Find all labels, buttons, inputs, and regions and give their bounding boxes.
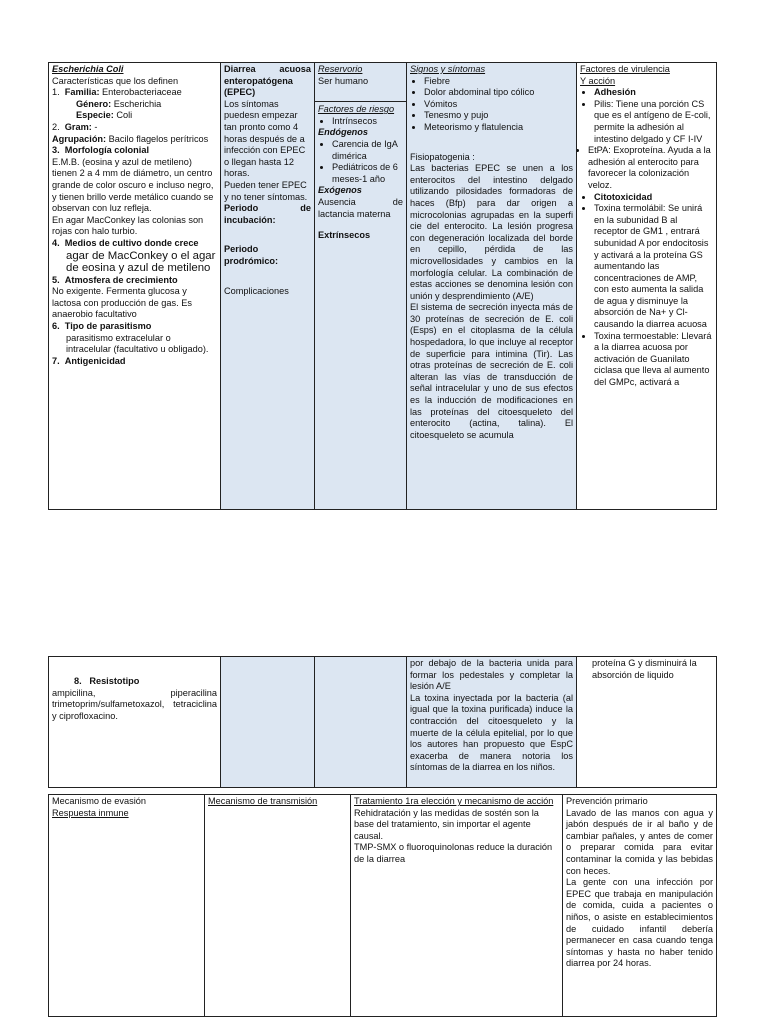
- atmosfera-text: No exigente. Fermenta glucosa y lactosa con producción de gas. Es anaerobio facultativo: [52, 286, 192, 320]
- etiology-table: [48, 62, 717, 510]
- extrinsic-label: Extrínsecos: [318, 230, 371, 241]
- immune-response-label: Respuesta inmune: [52, 807, 129, 818]
- sign-item: • Vómitos: [424, 99, 573, 111]
- genero-label: Género:: [76, 98, 112, 109]
- treatment-table: [48, 794, 717, 1017]
- virulence-continued: proteína G y disminuirá la absorción de liquido: [592, 658, 697, 680]
- virulence-cont-cell: [577, 657, 717, 788]
- adhesion-item: • EtPA: Exoproteína. Ayuda a la adhesión al enterocito para favorecer la colonización veloz.: [588, 145, 713, 191]
- disease-cell: [221, 63, 315, 510]
- disease-title: Diarrea acuosa enteropatógena (EPEC): [224, 64, 311, 98]
- risk-factors-label: Factores de riesgo: [318, 104, 395, 115]
- prodromal-label: Periodo prodrómico:: [224, 244, 279, 266]
- genero-value: Escherichia: [111, 98, 162, 109]
- antigenicidad-heading: 7. Antigenicidad: [52, 355, 126, 366]
- pathophysiology-p1: Las bacterias EPEC se unen a los enterocitos del intestino delgado utilizando pilosidades formadoras de haces (Bfp) para dar origen a microcolonias agrupadas en la superfi cie del enterocito. La lesión progresa con degeneración localizada del borde en cepillo, pérdida de las microvellosidades y cambios en la morfología celular. La combinación de estas acciones se denomina lesión con unión y desprendimiento (A/E): [410, 163, 573, 301]
- treatment-p2: TMP-SMX o fluoroquinolonas reduce la duración de la diarrea: [354, 842, 553, 864]
- especie-line: [52, 110, 217, 122]
- complications-label: Complicaciones: [224, 285, 289, 296]
- transmission-cell: [205, 795, 351, 1017]
- parasitismo-label: Tipo de parasitismo: [64, 321, 152, 332]
- resistotype-label: Resistotipo: [89, 676, 140, 686]
- sign-item: • Dolor abdominal tipo cólico: [424, 87, 573, 99]
- sign-item: • Meteorismo y flatulencia: [424, 122, 573, 134]
- treatment-label: Tratamiento 1ra elección y mecanismo de acción: [354, 796, 554, 806]
- medios-label: Medios de cultivo donde crece: [64, 237, 199, 248]
- morfologia-text: E.M.B. (eosina y azul de metileno) tienen 2 a 4 mm de diámetro, un centro grande de color oscuro e incluso negro, y tienen brillo verde metálico cuando se observan con luz refleja.: [52, 156, 214, 214]
- evasion-cell: [49, 795, 205, 1017]
- virulence-title: Factores de virulencia: [580, 64, 670, 74]
- atmosfera-label: Atmosfera de crecimiento: [64, 274, 178, 285]
- sign-item: • Tenesmo y pujo: [424, 110, 573, 122]
- atmosfera-heading: 5. Atmosfera de crecimiento: [52, 274, 178, 285]
- adhesion-heading: • Adhesión: [594, 87, 713, 99]
- prevention-p1: Lavado de las manos con agua y jabón después de ir al baño y de cambiar pañales, y antes de comer o preparar comida para evitar contaminar la comida y las bebidas con heces.: [566, 807, 713, 876]
- endogenous-label: Endógenos: [318, 127, 369, 138]
- parasitismo-text: parasitismo extracelular o intracelular (facultativo u obligado).: [66, 332, 209, 355]
- medios-heading: 4. Medios de cultivo donde crece: [52, 237, 199, 248]
- treatment-cell: [351, 795, 563, 1017]
- medios-text: agar de MacConkey o el agar de eosina y azul de metileno: [66, 249, 216, 275]
- gram-line: 2. Gram: -: [52, 121, 98, 132]
- endogenous-item: • Carencia de IgA dimérica: [332, 139, 403, 162]
- prevention-label: Prevención primario: [566, 796, 648, 806]
- pathophysiology-cont-cell: [407, 657, 577, 788]
- morfologia-heading: 3. Morfología colonial: [52, 145, 149, 156]
- reservoir-divider: [315, 101, 406, 102]
- empty-reservoir-cell: [315, 657, 407, 788]
- reservoir-cell: [315, 63, 407, 510]
- pathophysiology-p2: El sistema de secreción inyecta más de 30 proteínas de secreción de E. coli (Esps) en el citoplasma de la célula hospedadora, lo que incluye al receptor de superficie para intimina (Tir). Las otras proteínas de secreción de E. coli alteran las vías de transducción de señal intracelular y uno de sus efectos es la inducción de modificaciones en las proteínas del citoesqueleto del enterocito (actina, talina). El citoesqueleto se acumula: [410, 302, 573, 440]
- resistotype-cell: [49, 657, 221, 788]
- adhesion-item: • Pilis: Tiene una porción CS que es el antígeno de E-coli, permite la adhesión al intestino delgado y CF I-IV: [594, 99, 713, 145]
- pathophysiology-continued: por debajo de la bacteria unida para formar los pedestales y completar la lesión A/E: [410, 658, 573, 692]
- treatment-p1: Rehidratación y las medidas de sostén son la base del tratamiento, sin importar el agente causal.: [354, 807, 539, 841]
- sign-item: • Fiebre: [424, 76, 573, 88]
- asymptomatic-text: Pueden tener EPEC y no tener síntomas.: [224, 179, 308, 202]
- gram-value: -: [91, 121, 98, 132]
- agrupacion-line: [52, 134, 217, 146]
- antigenicidad-label: Antigenicidad: [64, 355, 126, 366]
- gram-label: Gram:: [64, 121, 92, 132]
- reservoir-value: Ser humano: [318, 75, 369, 86]
- morfologia-label: Morfología colonial: [64, 145, 149, 156]
- resistotype-text: ampicilina, piperacilina trimetoprim/sulfametoxazol, tetraciclina y ciprofloxacino.: [52, 687, 217, 721]
- signs-label: Signos y síntomas: [410, 64, 486, 74]
- especie-label: Especie:: [76, 110, 114, 121]
- evasion-label: Mecanismo de evasión: [52, 796, 146, 806]
- characteristics-intro: Características que los definen: [52, 75, 179, 86]
- cytotoxicity-heading: • Citotoxicidad: [594, 192, 713, 204]
- genero-line: [52, 99, 217, 111]
- incubation-label: Periodo de incubación:: [224, 203, 311, 225]
- exogenous-label: Exógenos: [318, 185, 362, 196]
- cytotoxicity-item: • Toxina termolábil: Se unirá en la subunidad B al receptor de GM1 , entrará subunidad A por endocitosis y activará a la proteína GS aumentando las concentraciones de AMP, con esto aumenta la salida de agua y disminuye la absorción de Na+ y Cl- causando la diarrea acuosa: [594, 203, 713, 331]
- continuation-table: [48, 656, 717, 788]
- bacteria-characteristics-cell: [49, 63, 221, 510]
- agrupacion-value: Bacilo flagelos perítricos: [106, 133, 209, 144]
- prevention-p2: La gente con una infección por EPEC que trabaja en manipulación de comida, cuida a pacientes o niños, o asiste en establecimientos de cuidado infantil debería permanecer en casa cuando tenga síntomas y hasta no haber tenido diarrea por 24 horas.: [566, 877, 713, 969]
- cytotoxicity-item: • Toxina termoestable: Llevará a la diarrea acuosa por activación de Guanilato ciclasa que lleva al aumento del GMPc, activará a: [594, 331, 713, 389]
- familia-line: 1. Familia: Enterobacteriaceae: [52, 87, 182, 98]
- signs-cell: [407, 63, 577, 510]
- agrupacion-label: Agrupación:: [52, 133, 107, 144]
- toxin-text: La toxina inyectada por la bacteria (al igual que la toxina purificada) induce la contracción del citoesqueleto y la muerte de la célula epitelial, por lo que los autores han propuesto que EspC exacerba de manera notoria los síntomas de la diarrea en los niños.: [410, 692, 573, 773]
- especie-value: Coli: [113, 110, 133, 121]
- reservoir-label: Reservorio: [318, 64, 363, 74]
- familia-value: Enterobacteriaceae: [99, 87, 182, 98]
- intrinsic-item: • Intrínsecos: [332, 116, 403, 128]
- pathophysiology-label: Fisiopatogenia :: [410, 151, 475, 162]
- virulence-cell: [577, 63, 717, 510]
- parasitismo-heading: 6. Tipo de parasitismo: [52, 321, 152, 332]
- familia-label: Familia:: [64, 87, 100, 98]
- exogenous-text: Ausencia de lactancia materna: [318, 196, 403, 219]
- virulence-subtitle: Y acción: [580, 75, 616, 86]
- transmission-label: Mecanismo de transmisión: [208, 796, 318, 806]
- disease-onset-text: Los síntomas puedesn empezar tan pronto como 4 horas después de a infección con EPEC o llegan hasta 12 horas.: [224, 98, 306, 179]
- macconkey-text: En agar MacConkey las colonias son rojas con halo turbio.: [52, 214, 204, 237]
- resistotype-heading: 8. Resistotipo: [74, 676, 140, 686]
- prevention-cell: [563, 795, 717, 1017]
- bacteria-name: Escherichia Coli: [52, 64, 124, 74]
- empty-disease-cell: [221, 657, 315, 788]
- endogenous-item: • Pediátricos de 6 meses-1 año: [332, 162, 403, 185]
